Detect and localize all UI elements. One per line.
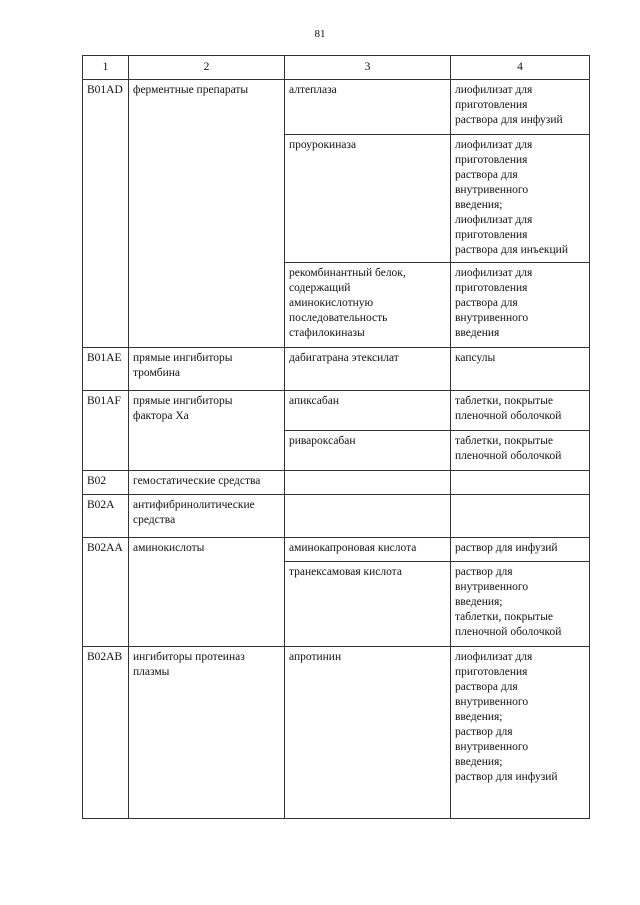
group-name-cell: антифибринолитические средства	[129, 495, 285, 538]
group-name-cell: аминокислоты	[129, 538, 285, 647]
table-row	[83, 495, 590, 538]
atc-code-cell: B02AB	[83, 647, 129, 819]
dosage-form-cell: таблетки, покрытые пленочной оболочкой	[451, 391, 590, 431]
group-name-cell: прямые ингибиторы тромбина	[129, 348, 285, 391]
dosage-form-cell: лиофилизат для приготовления раствора для внутривенного введения; лиофилизат для приготовления раствора для инъекций	[451, 135, 590, 263]
atc-code-cell: B02A	[83, 495, 129, 538]
atc-code-cell: B02AA	[83, 538, 129, 647]
drug-name-cell: аминокапроновая кислота	[285, 538, 451, 562]
drug-table	[82, 55, 590, 819]
drug-name-cell: проурокиназа	[285, 135, 451, 263]
drug-name-cell: рекомбинантный белок, содержащий аминокислотную последовательность стафилокиназы	[285, 263, 451, 348]
drug-name-cell: ривароксабан	[285, 431, 451, 471]
drug-name-cell	[285, 495, 451, 538]
group-name-cell: гемостатические средства	[129, 471, 285, 495]
dosage-form-cell: капсулы	[451, 348, 590, 391]
group-name-cell: прямые ингибиторы фактора Xa	[129, 391, 285, 471]
header-col-3: 3	[285, 56, 451, 80]
atc-code-cell: B01AE	[83, 348, 129, 391]
table-body	[83, 80, 590, 819]
atc-code-cell: B02	[83, 471, 129, 495]
table-row	[83, 538, 590, 562]
drug-name-cell: транексамовая кислота	[285, 562, 451, 647]
atc-code-cell: B01AF	[83, 391, 129, 471]
group-name-cell: ингибиторы протеиназ плазмы	[129, 647, 285, 819]
table-row	[83, 391, 590, 431]
group-name-cell: ферментные препараты	[129, 80, 285, 348]
dosage-form-cell	[451, 471, 590, 495]
drug-name-cell: апиксабан	[285, 391, 451, 431]
drug-name-cell: дабигатрана этексилат	[285, 348, 451, 391]
header-col-1: 1	[83, 56, 129, 80]
dosage-form-cell	[451, 495, 590, 538]
table-row	[83, 80, 590, 135]
dosage-form-cell: таблетки, покрытые пленочной оболочкой	[451, 431, 590, 471]
drug-name-cell: алтеплаза	[285, 80, 451, 135]
page-number: 81	[314, 28, 326, 40]
dosage-form-cell: лиофилизат для приготовления раствора для внутривенного введения	[451, 263, 590, 348]
table-row	[83, 471, 590, 495]
header-col-4: 4	[451, 56, 590, 80]
dosage-form-cell: лиофилизат для приготовления раствора для внутривенного введения; раствор для внутривенного введения; раствор для инфузий	[451, 647, 590, 819]
dosage-form-cell: лиофилизат для приготовления раствора для инфузий	[451, 80, 590, 135]
table-header	[83, 56, 590, 80]
dosage-form-cell: раствор для инфузий	[451, 538, 590, 562]
header-col-2: 2	[129, 56, 285, 80]
dosage-form-cell: раствор для внутривенного введения; таблетки, покрытые пленочной оболочкой	[451, 562, 590, 647]
table-row	[83, 647, 590, 819]
drug-name-cell	[285, 471, 451, 495]
drug-name-cell: апротинин	[285, 647, 451, 819]
table-row	[83, 348, 590, 391]
atc-code-cell: B01AD	[83, 80, 129, 348]
